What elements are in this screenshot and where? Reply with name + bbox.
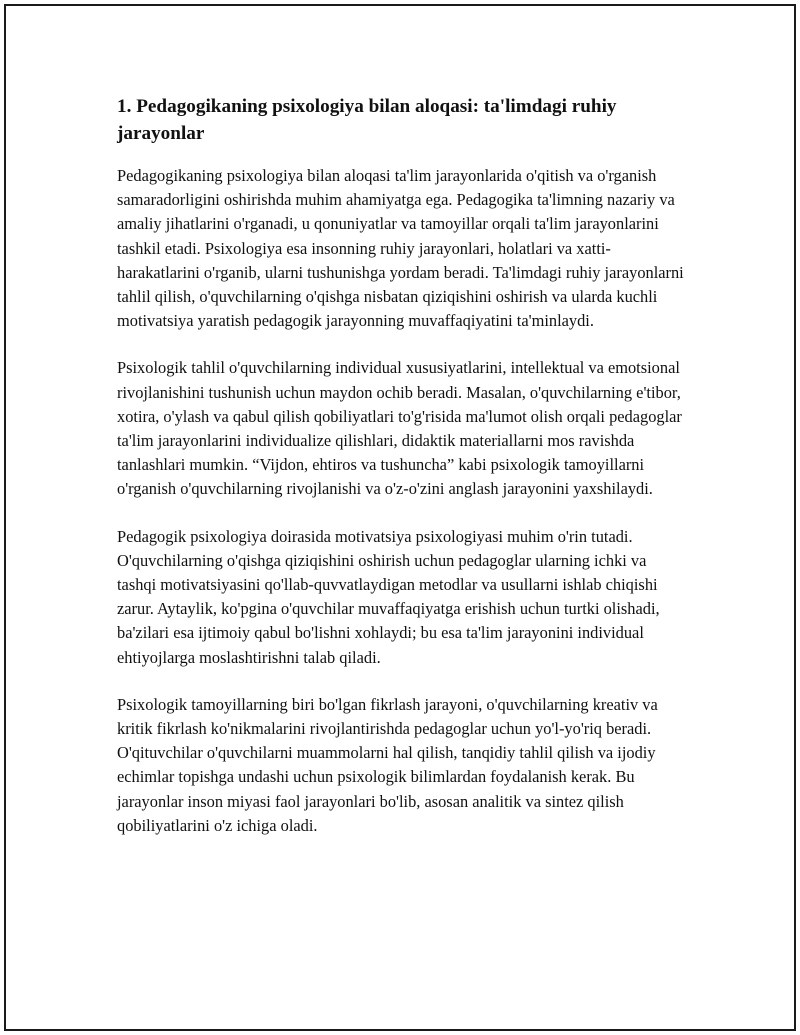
- paragraph-2: Psixologik tahlil o'quvchilarning individual xususiyatlarini, intellektual va emotsional rivojlanishini tushunish uchun maydon ochib beradi. Masalan, o'quvchilarning e'tibor, xotira, o'ylash va qabul qilish qobiliyatlari to'g'risida ma'lumot olish orqali pedagoglar ta'lim jarayonlarini individualize qilishlari, didaktik materiallarni mos ravishda tanlashlari mumkin. “Vijdon, ehtiros va tushuncha” kabi psixologik tamoyillarni o'rganish o'quvchilarning rivojlanishi va o'z-o'zini anglash jarayonini yaxshilaydi.: [117, 358, 682, 499]
- paragraph-3: Pedagogik psixologiya doirasida motivatsiya psixologiyasi muhim o'rin tutadi. O'quvchilarning o'qishga qiziqishini oshirish uchun pedagoglar ularning ichki va tashqi motivatsiyasini qo'llab-quvvatlaydigan metodlar va usullarni ishlab chiqishi zarur. Aytaylik, ko'pgina o'quvchilar muvaffaqiyatga erishish uchun turtki olishadi, ba'zilari esa ijtimoiy qabul bo'lishni xohlaydi; bu esa ta'lim jarayonini individual ehtiyojlarga moslashtirishni talab qiladi.: [117, 526, 660, 667]
- document-body: [117, 93, 689, 861]
- section-heading: 1. Pedagogikaning psixologiya bilan aloqasi: ta'limdagi ruhiy jarayonlar: [117, 96, 617, 144]
- paragraph-4: Psixologik tamoyillarning biri bo'lgan fikrlash jarayoni, o'quvchilarning kreativ va kritik fikrlash ko'nikmalarini rivojlantirishda pedagoglar uchun yo'l-yo'riq beradi. O'qituvchilar o'quvchilarni muammolarni hal qilish, tanqidiy tahlil qilish va ijodiy echimlar topishga undashi uchun psixologik bilimlardan foydalanish kerak. Bu jarayonlar inson miyasi faol jarayonlari bo'lib, asosan analitik va sintez qilish qobiliyatlarini o'z ichiga oladi.: [117, 694, 658, 835]
- paragraph-1: Pedagogikaning psixologiya bilan aloqasi ta'lim jarayonlarida o'qitish va o'rganish samaradorligini oshirishda muhim ahamiyatga ega. Pedagogika ta'limning nazariy va amaliy jihatlarini o'rganadi, u qonuniyatlar va tamoyillar orqali ta'lim jarayonlarini tashkil etadi. Psixologiya esa insonning ruhiy jarayonlari, holatlari va xatti-harakatlarini o'rganib, ularni tushunishga yordam beradi. Ta'limdagi ruhiy jarayonlarni tahlil qilish, o'quvchilarning o'qishga nisbatan qiziqishini oshirish va ularda kuchli motivatsiya yaratish pedagogik jarayonning muvaffaqiyatini ta'minlaydi.: [117, 166, 684, 331]
